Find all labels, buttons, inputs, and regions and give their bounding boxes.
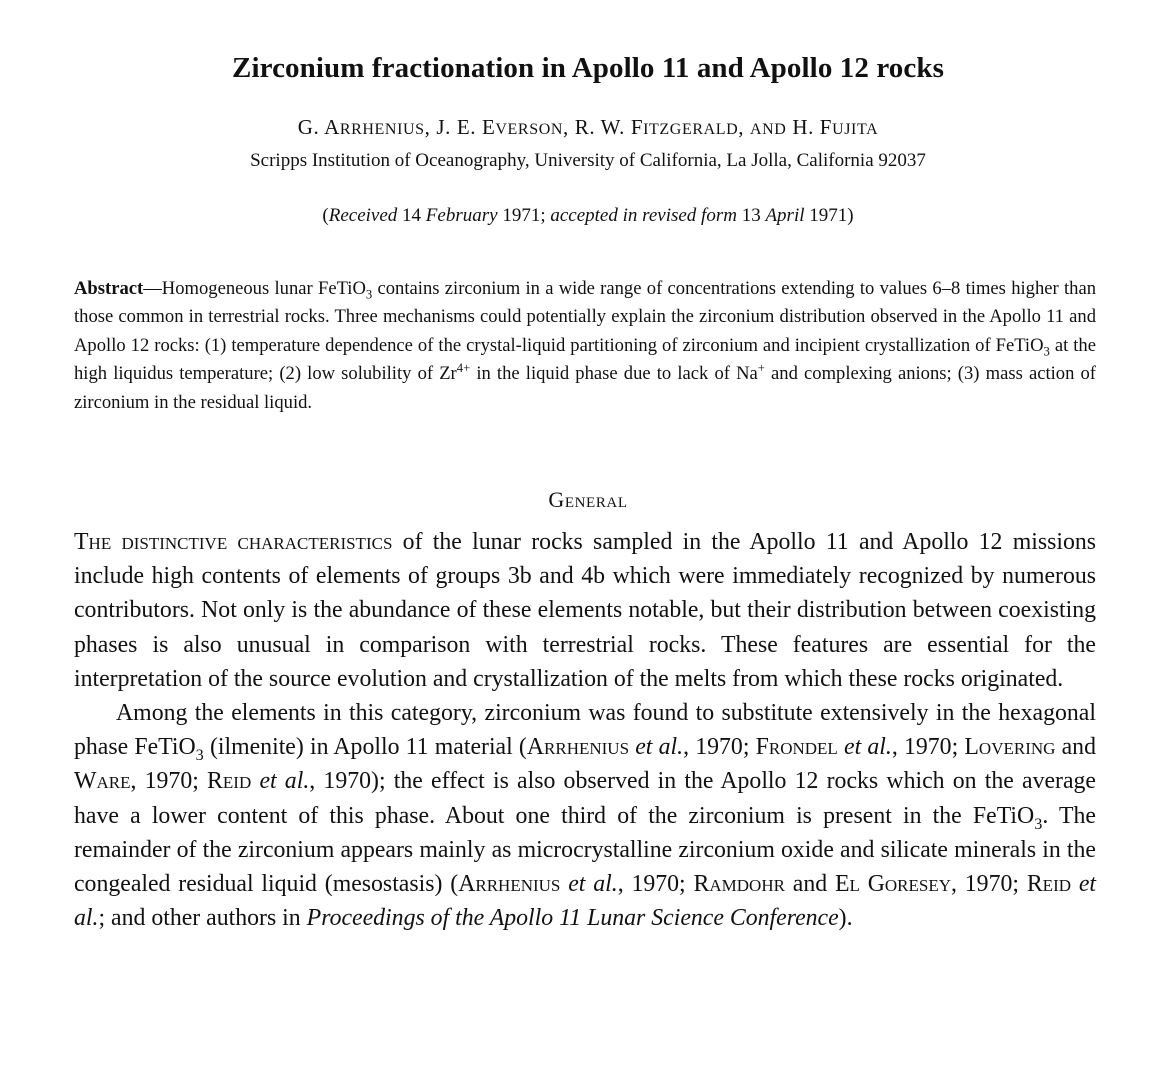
author-separator: H. — [786, 115, 820, 139]
author-separator: , — [738, 115, 750, 139]
paper-title: Zirconium fractionation in Apollo 11 and Apollo 12 rocks — [232, 52, 944, 84]
paragraph-text: (ilmenite) in Apollo 11 material ( — [203, 734, 527, 761]
abstract — [74, 275, 1096, 417]
author-name-rest: RRHENIUS — [339, 121, 425, 138]
subscript: 3 — [1034, 815, 1043, 833]
subscript: 3 — [365, 287, 373, 302]
received-label: Received — [328, 205, 398, 226]
subscript: 3 — [195, 746, 204, 764]
author-separator: , J. E. — [424, 115, 482, 139]
paragraph-text: , 1970; — [891, 734, 965, 761]
paragraph-1 — [74, 525, 1096, 696]
author-name-cap: F — [819, 115, 833, 139]
author-and: AND — [750, 121, 787, 138]
paragraph-text: Among the elements in this category, zirconium was found to substitute extensively in the hexagonal phase FeTiO — [74, 700, 1096, 761]
paragraph-text: . The remainder of the zirconium appears mainly as microcrystalline zirconium oxide and silicate minerals in the congealed residual liquid (mesostasis) ( — [74, 802, 1096, 898]
accepted-day: 13 — [736, 205, 766, 226]
abstract-text: —Homogeneous lunar FeTiO — [143, 278, 366, 299]
paragraph-text: of the lunar rocks sampled in the Apollo 11 and Apollo 12 missions include high contents of elements of groups 3b and 4b which were immediately recognized by numerous contributors. Not only is the abundance of these elements notable, but their distribution between coexisting phases is also unusual in comparison with terrestrial rocks. These features are essential for the interpretation of the source evolution and crystallization of the melts from which these rocks originated. — [74, 529, 1097, 692]
paragraph-text: ; and other authors in — [98, 905, 307, 932]
author-separator: , R. W. — [563, 115, 631, 139]
abstract-text: at the high liquidus temperature; (2) low solubility of Zr — [74, 334, 1096, 385]
paragraph-2 — [74, 696, 1096, 935]
proceedings-title: Proceedings of the Apollo 11 Lunar Science Conference — [306, 905, 839, 932]
abstract-text: in the liquid phase due to lack of Na — [470, 363, 758, 385]
abstract-label: Abstract — [74, 278, 144, 299]
author-name-cap: E — [481, 115, 496, 139]
received-day: 14 — [397, 205, 426, 226]
abstract-text: and complexing anions; (3) mass action of zirconium in the residual liquid. — [74, 363, 1096, 413]
citation-author: Reid — [1026, 871, 1072, 898]
paragraph-text — [1071, 871, 1079, 897]
citation-etal: et al. — [259, 768, 310, 795]
author-name-rest: ITZGERALD — [643, 121, 739, 138]
section-heading-general: General — [548, 487, 628, 512]
accepted-month: April — [765, 205, 805, 226]
citation-author: Ware — [74, 768, 131, 795]
citation-author: El Goresey — [834, 871, 951, 898]
received-year: 1971; — [497, 205, 551, 226]
accepted-year: 1971) — [804, 205, 854, 226]
author-name-rest: UJITA — [832, 121, 879, 138]
paragraph-text: and — [1055, 734, 1096, 761]
citation-etal: et al. — [844, 734, 892, 761]
citation-etal: et al. — [635, 734, 684, 761]
paragraph-lead-in: The distinctive characteristics — [74, 529, 393, 555]
paragraph-text: , 1970; — [617, 871, 694, 898]
received-month: February — [425, 205, 498, 226]
paragraph-text: , 1970; — [683, 734, 756, 761]
paragraph-text: , 1970; — [951, 871, 1027, 898]
paragraph-text: , 1970; — [130, 768, 208, 795]
subscript: 3 — [1043, 344, 1050, 359]
author-name-cap: A — [324, 115, 340, 139]
citation-etal: et al. — [568, 871, 618, 898]
author-list — [0, 115, 1176, 140]
superscript: + — [757, 361, 765, 376]
author-initials: G. — [297, 115, 325, 139]
citation-author: Arrhenius — [458, 871, 561, 898]
citation-author: Ramdohr — [693, 871, 785, 898]
received-dates — [0, 205, 1176, 227]
citation-author: Arrhenius — [526, 734, 630, 761]
citation-author: Lovering — [964, 734, 1056, 761]
body-text — [74, 525, 1096, 935]
citation-etal: et al. — [74, 871, 1097, 932]
affiliation: Scripps Institution of Oceanography, University of California, La Jolla, California 92037 — [250, 150, 926, 171]
accepted-label: accepted in revised form — [550, 205, 737, 226]
paragraph-text: and — [784, 871, 835, 898]
citation-author: Reid — [207, 768, 252, 795]
paragraph-text: ). — [838, 905, 853, 932]
author-name-rest: VERSON — [495, 121, 564, 138]
abstract-text: contains zirconium in a wide range of concentrations extending to values 6–8 times higher than those common in terrestrial rocks. Three mechanisms could potentially explain the zirconium distribution observed in the Apollo 11 and Apollo 12 rocks: (1) temperature dependence of the crystal-liquid partitioning of zirconium and incipient crystallization of FeTiO — [74, 278, 1097, 356]
superscript: 4+ — [456, 361, 471, 376]
paragraph-text: , 1970); the effect is also observed in the Apollo 12 rocks which on the average have a lower content of this phase. About one third of the zirconium is present in the FeTiO — [74, 768, 1096, 829]
citation-author: Frondel — [755, 734, 838, 761]
author-name-cap: F — [630, 115, 644, 139]
received-paren: ( — [322, 205, 329, 226]
